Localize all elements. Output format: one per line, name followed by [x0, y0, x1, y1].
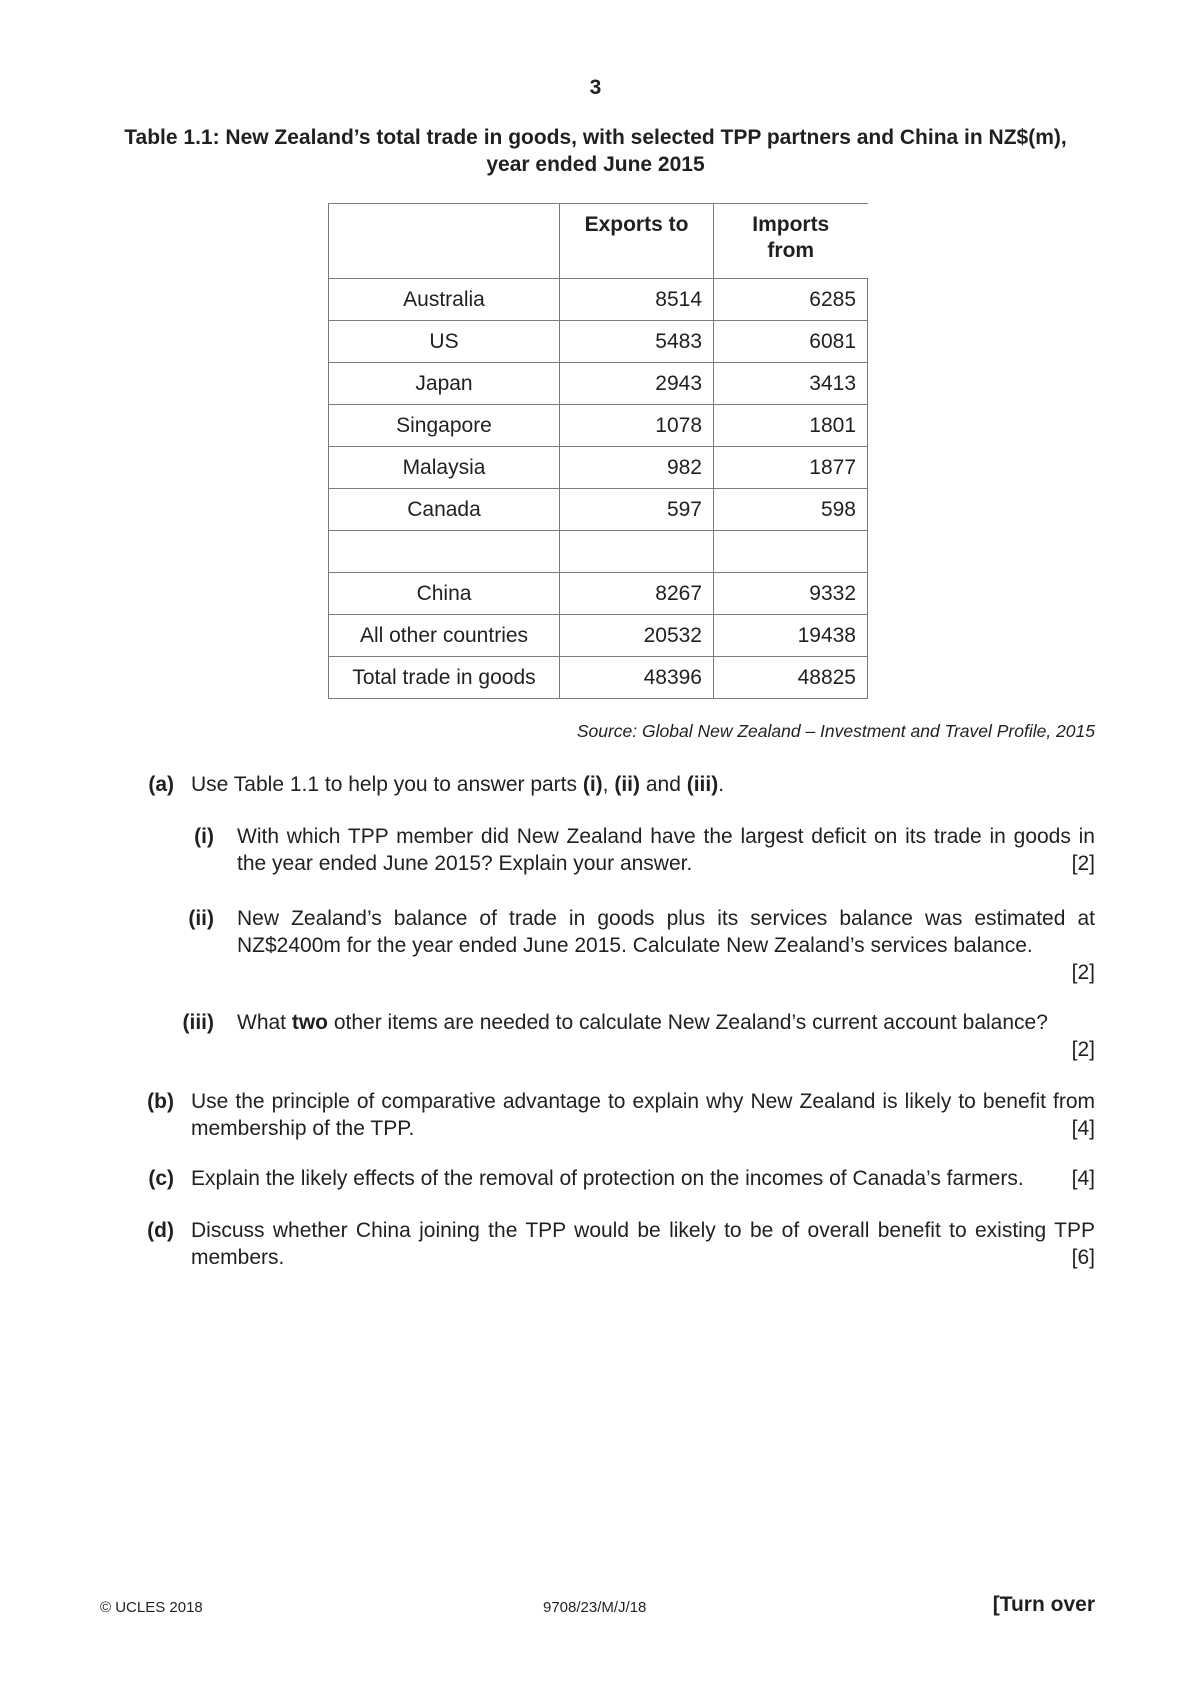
country-cell: China [329, 573, 560, 615]
question-c-marks: [4] [1071, 1167, 1095, 1190]
question-a-iii-label: (iii) [182, 1011, 214, 1034]
question-c-text: Explain the likely effects of the removal of protection on the incomes of Canada’s farmers. [191, 1167, 1024, 1190]
question-a-i [0, 823, 1191, 883]
question-d-text: Discuss whether China joining the TPP would be likely to be of overall benefit to existing TPP members. [191, 1219, 1095, 1269]
question-a-sep-1: , [602, 773, 615, 796]
question-a-i-marks: [2] [1071, 852, 1095, 875]
table-row [329, 615, 868, 657]
header-blank [329, 204, 560, 279]
question-a-ref-iii: (iii) [686, 773, 719, 796]
question-d-marks: [6] [1071, 1246, 1095, 1269]
imports-cell: 9332 [714, 573, 868, 615]
question-a-ii-marks: [2] [1071, 961, 1095, 984]
exports-cell: 48396 [560, 657, 714, 699]
imports-cell: 48825 [714, 657, 868, 699]
table-row [329, 363, 868, 405]
table-row [329, 447, 868, 489]
country-cell: Australia [329, 279, 560, 321]
question-a-ref-ii: (ii) [614, 773, 640, 796]
exports-cell: 8514 [560, 279, 714, 321]
question-a-ref-i: (i) [582, 773, 603, 796]
header-exports: Exports to [560, 204, 714, 279]
page-number: 3 [589, 76, 602, 99]
question-a-ii [0, 905, 1191, 987]
question-a-text-pre: Use Table 1.1 to help you to answer parts [191, 773, 583, 796]
table-row [329, 573, 868, 615]
imports-cell: 6285 [714, 279, 868, 321]
question-d-body [191, 1217, 1095, 1271]
question-a-text [191, 771, 1095, 798]
question-b-text: Use the principle of comparative advantage to explain why New Zealand is likely to benefit from membership of the TPP. [191, 1090, 1095, 1140]
question-d [0, 1217, 1191, 1277]
question-b-label: (b) [147, 1090, 174, 1113]
imports-cell: 6081 [714, 321, 868, 363]
footer-turn-over: [Turn over [992, 1593, 1095, 1616]
exports-cell [560, 531, 714, 573]
table-caption-line-2: year ended June 2015 [486, 153, 705, 176]
imports-cell: 3413 [714, 363, 868, 405]
question-c-label: (c) [148, 1167, 174, 1190]
exports-cell: 20532 [560, 615, 714, 657]
exports-cell: 5483 [560, 321, 714, 363]
question-a-text-post: . [718, 773, 725, 796]
question-a-iii [0, 1009, 1191, 1065]
country-cell: Singapore [329, 405, 560, 447]
question-a-ii-text: New Zealand’s balance of trade in goods plus its services balance was estimated at NZ$2400m for the year ended June 2015. Calculate New Zealand’s services balance. [237, 907, 1095, 957]
imports-cell: 19438 [714, 615, 868, 657]
question-c [0, 1165, 1191, 1195]
table-row [329, 405, 868, 447]
country-cell: Canada [329, 489, 560, 531]
question-a-sep-2: and [640, 773, 687, 796]
imports-cell: 1801 [714, 405, 868, 447]
imports-cell [714, 531, 868, 573]
country-cell: Japan [329, 363, 560, 405]
table-caption [60, 124, 1131, 178]
question-a-iii-text-bold: two [291, 1011, 329, 1034]
question-b [0, 1088, 1191, 1148]
exports-cell: 2943 [560, 363, 714, 405]
country-cell: All other countries [329, 615, 560, 657]
exports-cell: 597 [560, 489, 714, 531]
table-row [329, 279, 868, 321]
trade-table [328, 203, 868, 699]
question-a-iii-text-post: other items are needed to calculate New Zealand’s current account balance? [328, 1011, 1048, 1034]
footer-paper-code: 9708/23/M/J/18 [543, 1599, 647, 1616]
question-b-marks: [4] [1071, 1117, 1095, 1140]
question-a-i-label: (i) [194, 825, 214, 848]
question-a-iii-marks: [2] [1071, 1038, 1095, 1061]
table-row-total [329, 657, 868, 699]
country-cell: Total trade in goods [329, 657, 560, 699]
imports-cell: 1877 [714, 447, 868, 489]
imports-cell: 598 [714, 489, 868, 531]
question-a-ii-label: (ii) [188, 907, 214, 930]
country-cell [329, 531, 560, 573]
exports-cell: 1078 [560, 405, 714, 447]
question-a-iii-text-pre: What [237, 1011, 292, 1034]
header-imports: Imports from [714, 204, 868, 279]
question-a-i-body [237, 823, 1095, 877]
exports-cell: 982 [560, 447, 714, 489]
table-row [329, 489, 868, 531]
table-row [329, 321, 868, 363]
exports-cell: 8267 [560, 573, 714, 615]
table-caption-line-1: Table 1.1: New Zealand’s total trade in goods, with selected TPP partners and China in NZ$(m), [124, 126, 1067, 149]
question-a-iii-text [237, 1009, 1095, 1036]
question-b-body [191, 1088, 1095, 1142]
question-a-i-text: With which TPP member did New Zealand have the largest deficit on its trade in goods in the year ended June 2015? Explain your answer. [237, 825, 1095, 875]
table-row-spacer [329, 531, 868, 573]
footer-copyright: © UCLES 2018 [100, 1599, 203, 1616]
question-d-label: (d) [147, 1219, 174, 1242]
table-source: Source: Global New Zealand – Investment and Travel Profile, 2015 [576, 721, 1095, 741]
table-header-row [329, 204, 868, 279]
country-cell: Malaysia [329, 447, 560, 489]
country-cell: US [329, 321, 560, 363]
question-a [0, 771, 1191, 801]
question-a-label: (a) [148, 773, 174, 796]
